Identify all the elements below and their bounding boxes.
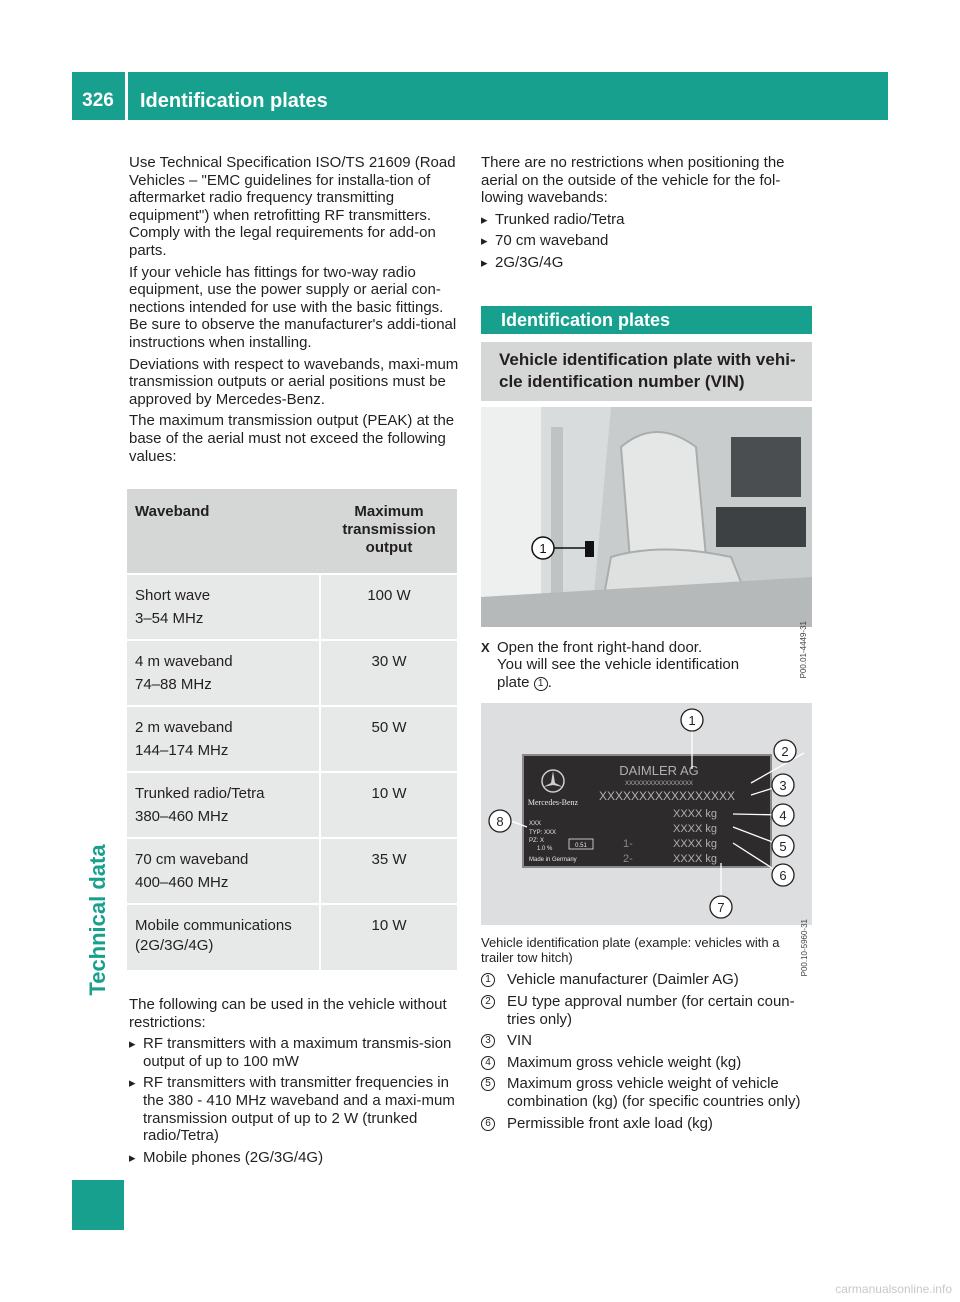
- list-item: ▸ 70 cm waveband: [481, 232, 812, 250]
- callout-ref: 1: [534, 677, 548, 691]
- side-tab-marker: [72, 1180, 124, 1230]
- legend-item: 6 Permissible front axle load (kg): [481, 1115, 812, 1133]
- waveband-range: 144–174 MHz: [135, 742, 229, 760]
- plate-callout-8: 8: [496, 814, 504, 830]
- callout-legend: [481, 971, 812, 1132]
- table-row: [127, 639, 457, 705]
- legend-item: 3 VIN: [481, 1032, 812, 1050]
- plate-kg-2: XXXX kg: [673, 823, 718, 836]
- plate-brand: Mercedes-Benz: [527, 798, 579, 808]
- plate-small-code: XXXXXXXXXXXXXXXXX: [624, 781, 694, 788]
- waveband-range: 380–460 MHz: [135, 808, 229, 826]
- page-title: Identification plates: [140, 90, 328, 112]
- paragraph-fittings: If your vehicle has fittings for two-way radio equipment, use the power supply or aerial con-nections intended for use with the basic fittings. Be sure to observe the manufacturer's addi-tional instructions when installing.: [129, 263, 457, 351]
- plate-callout-1: 1: [688, 713, 696, 729]
- plate-callout-3: 3: [779, 778, 787, 794]
- max-output: 50 W: [321, 705, 457, 771]
- plate-maker: DAIMLER AG: [619, 763, 699, 779]
- figure-caption: Vehicle identification plate (example: vehicles with a trailer tow hitch): [481, 935, 780, 966]
- max-output: 100 W: [321, 573, 457, 639]
- paragraph-positioning: There are no restrictions when positioning the aerial on the outside of the vehicle for the fol-lowing wavebands:: [481, 154, 785, 207]
- section-heading: Identification plates: [481, 306, 812, 334]
- table-row: [127, 903, 457, 970]
- plate-callout-7: 7: [717, 900, 725, 916]
- waveband-name: 4 m waveband: [135, 653, 233, 671]
- plate-vin: XXXXXXXXXXXXXXXXX: [598, 789, 736, 804]
- plate-typ: TYP: XXX: [529, 830, 557, 837]
- legend-item: 1 Vehicle manufacturer (Daimler AG): [481, 971, 812, 989]
- plate-pz: PZ: X: [529, 838, 545, 845]
- waveband-range: 400–460 MHz: [135, 874, 229, 892]
- plate-callout-2: 2: [781, 744, 789, 760]
- plate-percent: 1.0 %: [537, 846, 553, 853]
- list-item: ▸ RF transmitters with a maximum transmis-sion output of up to 100 mW: [129, 1035, 460, 1070]
- plate-callout-5: 5: [779, 839, 787, 855]
- plate-callout-4: 4: [779, 808, 787, 824]
- plate-kg-1: XXXX kg: [673, 808, 718, 821]
- list-item: ▸ 2G/3G/4G: [481, 254, 812, 272]
- instruction-step: X Open the front right-hand door. You will see the vehicle identification plate 1 .: [481, 639, 812, 692]
- max-output: 30 W: [321, 639, 457, 705]
- plate-axle-1: 1-: [623, 838, 633, 851]
- column-header-waveband: Waveband: [127, 489, 321, 573]
- waveband-name: 70 cm waveband: [135, 851, 249, 869]
- list-item: ▸ RF transmitters with transmitter frequencies in the 380 - 410 MHz waveband and a maxi-mum transmission output of up to 2 W (trunked radio/Tetra): [129, 1074, 460, 1144]
- right-column: [481, 154, 812, 1136]
- waveband-range: 74–88 MHz: [135, 676, 212, 694]
- header-divider: [125, 72, 128, 120]
- waveband-name: Short wave: [135, 587, 211, 605]
- waveband-range: 3–54 MHz: [135, 610, 204, 628]
- plate-axle-2: 2-: [623, 853, 633, 866]
- plate-xxx: XXX: [529, 821, 542, 828]
- page-number: 326: [82, 90, 114, 111]
- table-header-row: [127, 489, 457, 573]
- list-item: ▸ Mobile phones (2G/3G/4G): [129, 1149, 460, 1167]
- waveband-name: Mobile communications (2G/3G/4G): [135, 917, 292, 955]
- watermark: carmanualsonline.info: [835, 1282, 952, 1296]
- list-item: ▸ Trunked radio/Tetra: [481, 211, 812, 229]
- left-column: [129, 154, 460, 1170]
- legend-item: 5 Maximum gross vehicle weight of vehicle combination (kg) (for specific countries only): [481, 1075, 812, 1110]
- max-output: 10 W: [321, 771, 457, 837]
- max-output: 10 W: [321, 903, 457, 970]
- column-header-output: Maximum transmission output: [321, 489, 457, 573]
- paragraph-iso: Use Technical Specification ISO/TS 21609 (Road Vehicles – "EMC guidelines for installa-tion of aftermarket radio frequency transmitting equipment") when retrofitting RF transmitters. Comply with the legal requirements for add-on parts.: [129, 154, 456, 259]
- side-section-label: Technical data: [85, 844, 110, 996]
- plate-kg-4: XXXX kg: [673, 853, 718, 866]
- plate-made-in: Made in Germany: [529, 857, 577, 864]
- legend-item: 2 EU type approval number (for certain coun-tries only): [481, 993, 812, 1028]
- waveband-table: [127, 489, 457, 970]
- plate-code: P00.10-5960-31: [800, 919, 809, 977]
- table-row: [127, 573, 457, 639]
- plate-box-value: 0.51: [575, 843, 587, 850]
- waveband-name: 2 m waveband: [135, 719, 233, 737]
- plate-callout-6: 6: [779, 868, 787, 884]
- paragraph-deviations: Deviations with respect to wavebands, maxi-mum transmission outputs or aerial positions must be approved by Mercedes-Benz.: [129, 355, 459, 408]
- legend-item: 4 Maximum gross vehicle weight (kg): [481, 1054, 812, 1072]
- max-output: 35 W: [321, 837, 457, 903]
- paragraph-max-output: The maximum transmission output (PEAK) at the base of the aerial must not exceed the following values:: [129, 412, 455, 465]
- table-row: [127, 837, 457, 903]
- table-row: [127, 771, 457, 837]
- table-row: [127, 705, 457, 771]
- photo-code: P00.01-4449-31: [799, 620, 808, 678]
- subsection-heading: Vehicle identification plate with vehi-cle identification number (VIN): [481, 342, 812, 401]
- paragraph-unrestricted: The following can be used in the vehicle without restrictions:: [129, 996, 447, 1031]
- waveband-name: Trunked radio/Tetra: [135, 785, 265, 803]
- photo-callout-1: 1: [539, 540, 547, 556]
- waveband-list: [481, 211, 812, 272]
- plate-kg-3: XXXX kg: [673, 838, 718, 851]
- unrestricted-list: [129, 1035, 460, 1166]
